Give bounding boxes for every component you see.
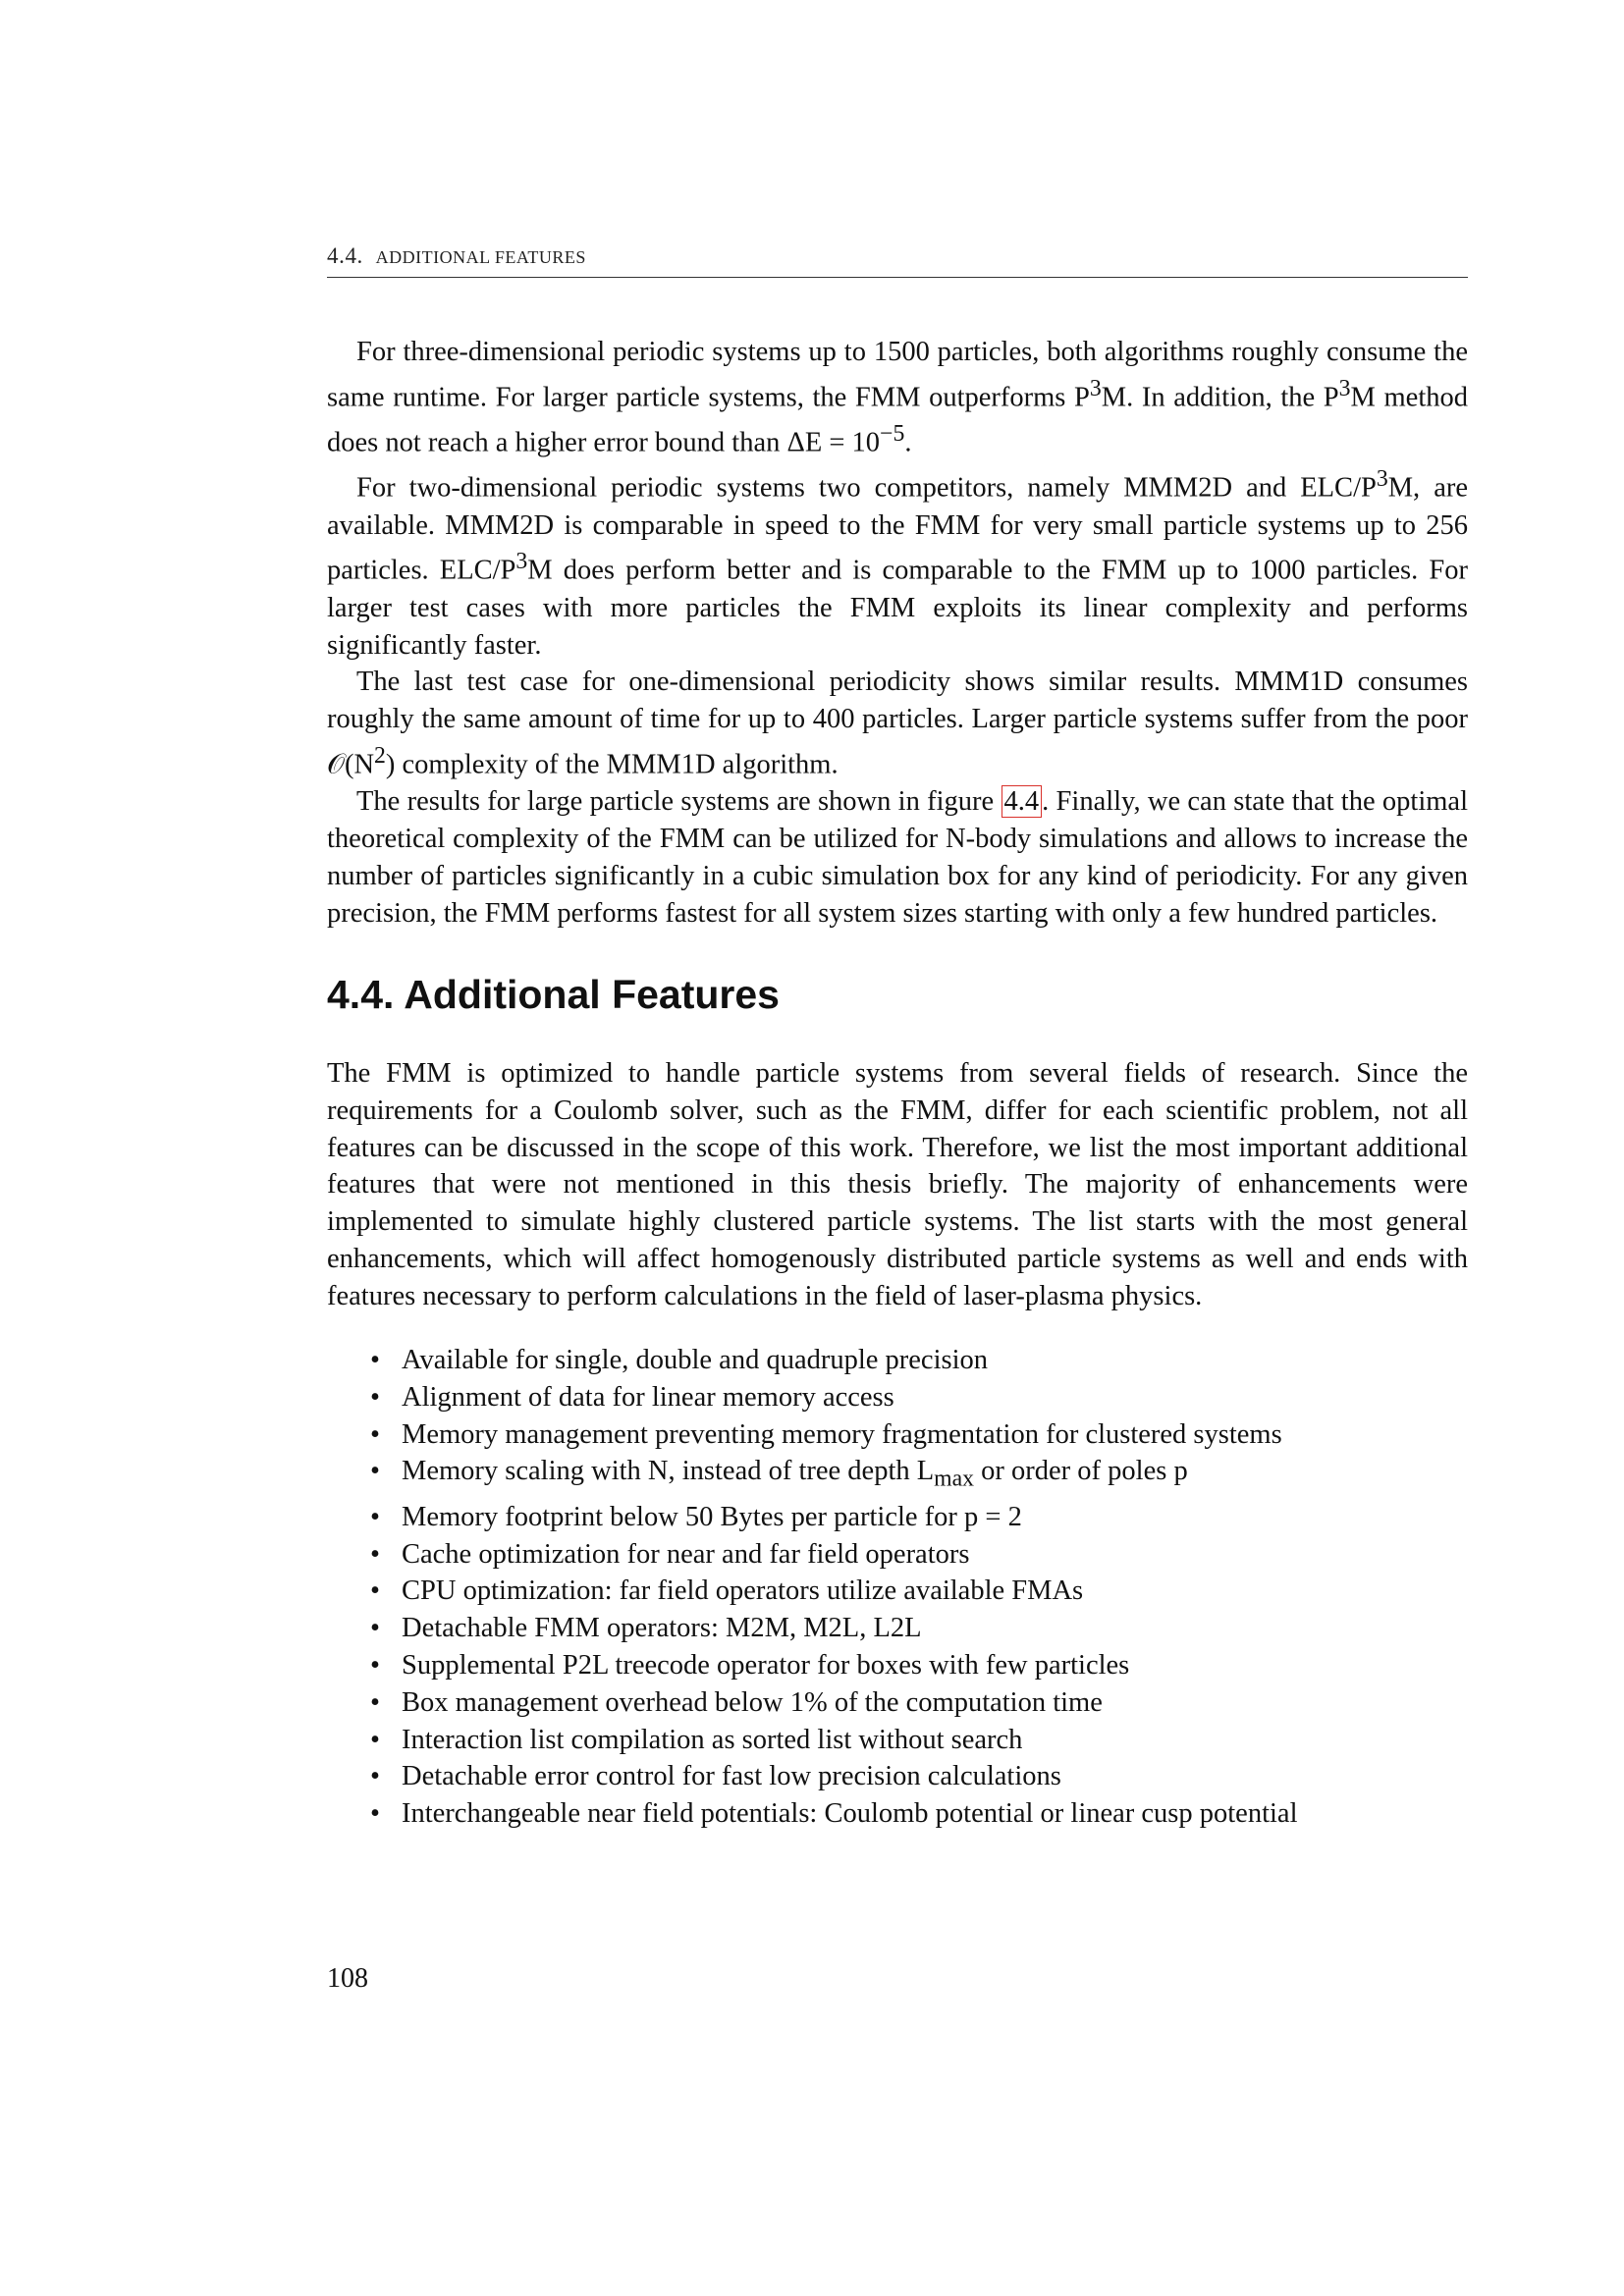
list-item: • Supplemental P2L treecode operator for boxes with few particles — [327, 1647, 1468, 1684]
header-title: ADDITIONAL FEATURES — [375, 247, 586, 267]
list-item: • Detachable error control for fast low precision calculations — [327, 1758, 1468, 1795]
section-intro: The FMM is optimized to handle particle systems from several fields of research. Since the requirements for a Coulomb solver, such as the FMM, differ for each scientific problem, not all features can be discussed in the scope of this work. Therefore, we list the most important additional features that were not mentioned in this thesis briefly. The majority of enhancements were implemented to simulate highly clustered particle systems. The list starts with the most general enhancements, which will affect homogenously distributed particle systems as well and ends with features necessary to perform calculations in the field of laser-plasma physics. — [327, 1058, 1468, 1311]
bullet-icon: • — [370, 1381, 380, 1413]
list-item: • Detachable FMM operators: M2M, M2L, L2L — [327, 1610, 1468, 1647]
list-item: • Alignment of data for linear memory access — [327, 1379, 1468, 1416]
header-rule — [327, 277, 1468, 278]
figure-4-4-link[interactable]: 4.4 — [1001, 785, 1043, 818]
list-item: • Cache optimization for near and far field operators — [327, 1536, 1468, 1574]
list-item: • Interaction list compilation as sorted list without search — [327, 1722, 1468, 1759]
bullet-icon: • — [370, 1456, 380, 1487]
running-header — [327, 243, 1468, 269]
page-number: 108 — [327, 1963, 368, 1994]
list-item: • Available for single, double and quadruple precision — [327, 1342, 1468, 1379]
bullet-icon: • — [370, 1538, 380, 1570]
list-item: • Memory scaling with N, instead of tree depth $L_{max}$ or order of poles p — [327, 1453, 1468, 1498]
bullet-icon: • — [370, 1345, 380, 1375]
list-item: • Box management overhead below 1% of the computation time — [327, 1684, 1468, 1722]
list-item: • Memory footprint below 50 Bytes per particle for p = 2 — [327, 1499, 1468, 1536]
header-number: 4.4. — [327, 243, 363, 268]
paragraph-1: For three-dimensional periodic systems up to 1500 particles, both algorithms roughly consume the same runtime. For larger particle systems, the FMM outperforms $P^3M$. In addition, the $P^3M$ method does not reach a higher error bound than $\Delta E = 10^{-5}$. — [327, 337, 1469, 458]
paragraph-3: The last test case for one-dimensional periodicity shows similar results. MMM1D consumes roughly the same amount of time for up to 400 particles. Larger particle systems suffer from the poor $𝒪(N^2)$ complexity of the MMM1D algorithm. — [327, 667, 1468, 780]
body-text — [327, 334, 1468, 932]
list-item: • Interchangeable near field potentials: Coulomb potential or linear cusp potential — [327, 1795, 1468, 1833]
bullet-icon: • — [370, 1418, 380, 1450]
bullet-icon: • — [370, 1650, 380, 1682]
list-item: • Memory management preventing memory fragmentation for clustered systems — [327, 1416, 1468, 1454]
feature-list — [327, 1342, 1468, 1833]
bullet-icon: • — [370, 1575, 380, 1607]
bullet-icon: • — [370, 1501, 380, 1532]
paragraph-4: The results for large particle systems are shown in figure 4.4 . Finally, we can state that the optimal theoretical complexity of the FMM can be utilized for N-body simulations and allows to increase the number of particles significantly in a cubic simulation box for any kind of periodicity. For any given precision, the FMM performs fastest for all system sizes starting with only a few hundred particles. — [327, 786, 1468, 929]
bullet-icon: • — [370, 1798, 380, 1830]
paragraph-2: For two-dimensional periodic systems two competitors, namely MMM2D and ELC/$P^3M$, are available. MMM2D is comparable in speed to the FMM for very small particle systems up to 256 particles. ELC/$P^3M$ does perform better and is comparable to the FMM up to 1000 particles. For larger test cases with more particles the FMM exploits its linear complexity and performs significantly faster. — [327, 466, 1468, 661]
bullet-icon: • — [370, 1724, 380, 1755]
bullet-icon: • — [370, 1613, 380, 1644]
bullet-icon: • — [370, 1761, 380, 1792]
bullet-icon: • — [370, 1686, 380, 1718]
list-item: • CPU optimization: far field operators utilize available FMAs — [327, 1573, 1468, 1610]
section-heading: 4.4. Additional Features — [327, 972, 780, 1017]
